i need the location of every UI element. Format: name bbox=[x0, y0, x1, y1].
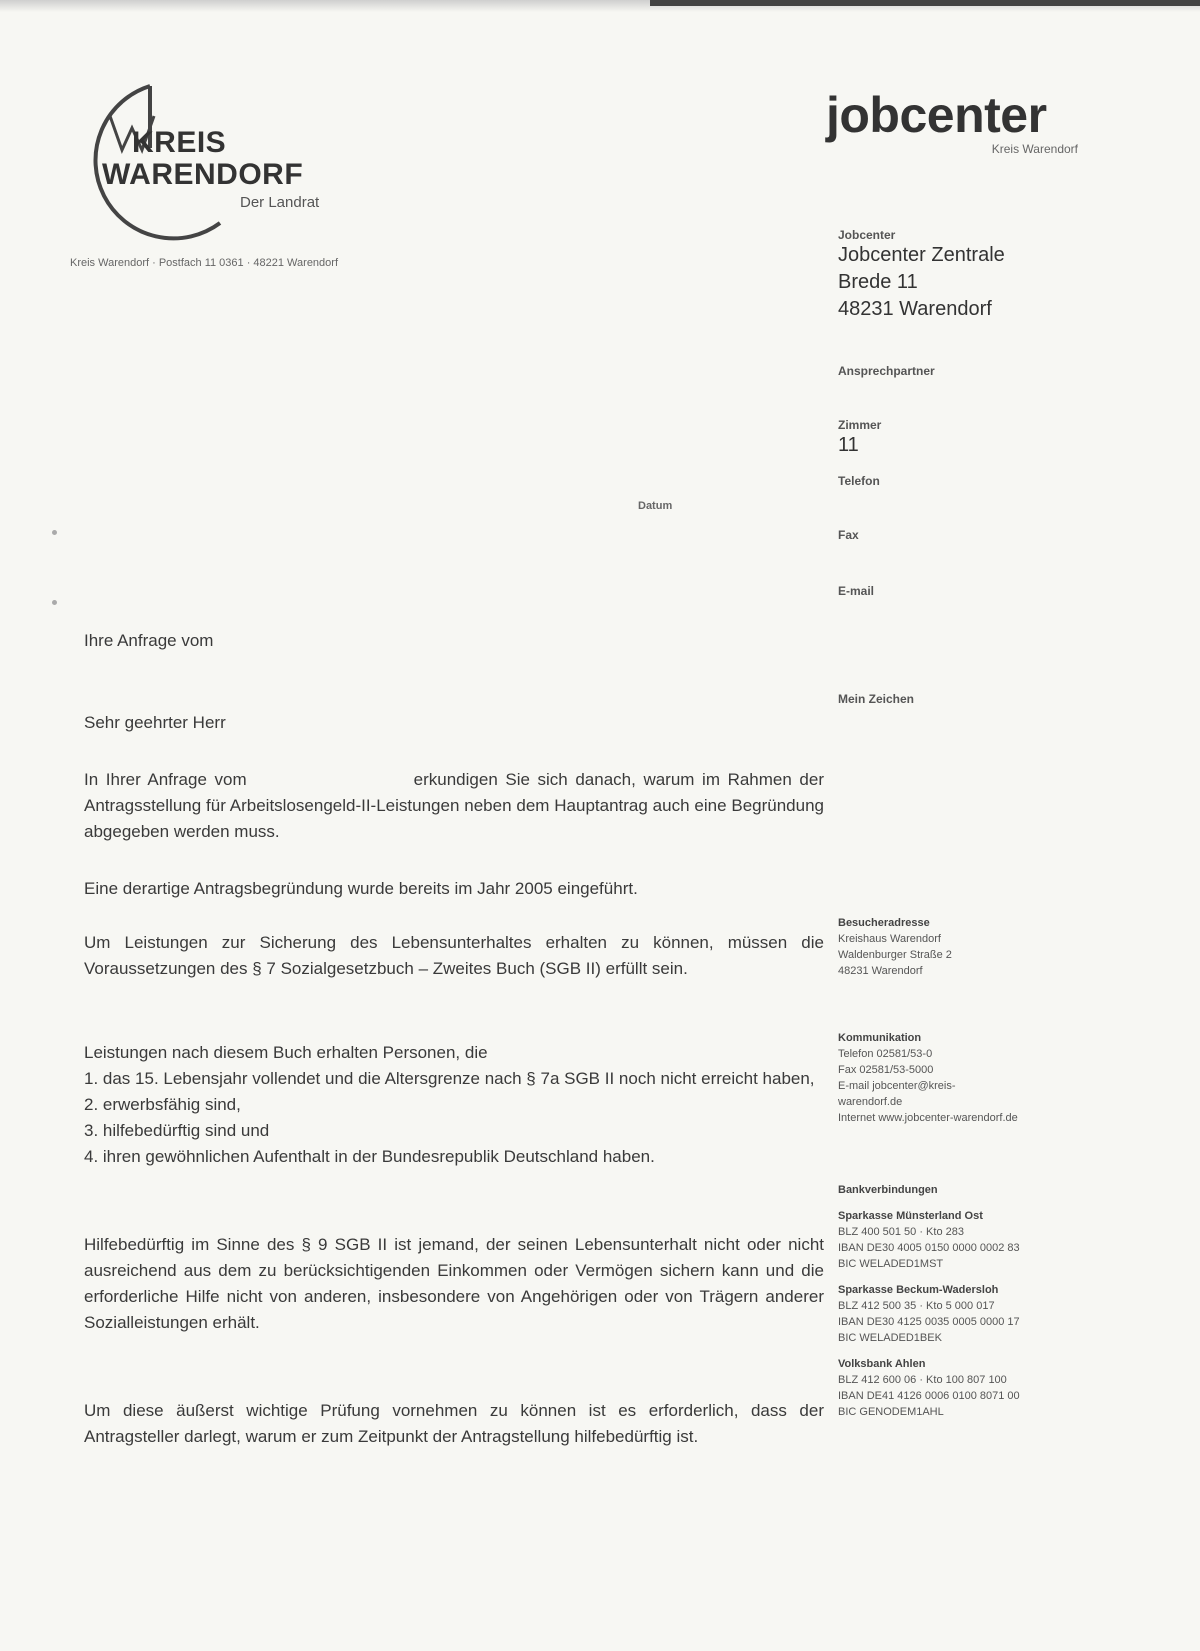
paragraph-3: Um Leistungen zur Sicherung des Lebensunterhaltes erhalten zu können, müssen die Voraussetzungen des § 7 Sozialgesetzbuch – Zweites Buch (SGB II) erfüllt sein. bbox=[84, 933, 824, 978]
paragraph-5: Hilfebedürftig im Sinne des § 9 SGB II ist jemand, der seinen Lebensunterhalt nicht oder nicht ausreichend aus dem zu berücksichtigenden Einkommen oder Vermögen sichern kann und die erforderliche Hilfe nicht von anderen, insbesondere von Angehörigen oder von Trägern anderer Sozialleistungen erhält. bbox=[84, 1235, 824, 1332]
visitor-line: Kreishaus Warendorf bbox=[838, 933, 941, 945]
sender-line-3: 48231 Warendorf bbox=[838, 298, 992, 320]
requirements-list bbox=[84, 1040, 824, 1170]
list-item: 1. das 15. Lebensjahr vollendet und die Altersgrenze nach § 7a SGB II noch nicht erreicht haben, bbox=[84, 1069, 815, 1088]
paragraph-1: In Ihrer Anfrage vom erkundigen Sie sich danach, warum im Rahmen der Antragsstellung für Arbeitslosengeld-II-Leistungen neben dem Hauptantrag auch eine Begründung abgegeben werden muss. bbox=[84, 770, 829, 841]
email-label: E-mail bbox=[838, 584, 875, 598]
visitor-title: Besucheradresse bbox=[838, 917, 930, 929]
punch-mark bbox=[52, 600, 57, 605]
room-value: 11 bbox=[838, 434, 859, 456]
comm-line: Fax 02581/53-5000 bbox=[838, 1064, 934, 1076]
visitor-address bbox=[838, 915, 1088, 979]
paragraph-6: Um diese äußerst wichtige Prüfung vornehmen zu können ist es erforderlich, dass der Antragsteller darlegt, warum er zum Zeitpunkt der Antragstellung hilfebedürftig ist. bbox=[84, 1401, 824, 1446]
bank-entry bbox=[838, 1208, 1088, 1272]
sender-label: Jobcenter bbox=[838, 228, 896, 242]
bank-line: BIC GENODEM1AHL bbox=[838, 1406, 944, 1418]
punch-mark bbox=[52, 530, 57, 535]
comm-line: E-mail jobcenter@kreis- bbox=[838, 1080, 956, 1092]
logo-line3: Der Landrat bbox=[240, 194, 320, 211]
paragraph-2: Eine derartige Antragsbegründung wurde bereits im Jahr 2005 eingeführt. bbox=[84, 879, 638, 898]
jobcenter-sub: Kreis Warendorf bbox=[991, 142, 1078, 156]
contact-label bbox=[838, 364, 1088, 378]
room-label: Zimmer bbox=[838, 418, 882, 432]
sender-line-1: Jobcenter Zentrale bbox=[838, 244, 1005, 266]
bank-entry bbox=[838, 1282, 1088, 1346]
room-block bbox=[838, 418, 1088, 459]
sender-block bbox=[838, 228, 1088, 323]
bank-line: IBAN DE30 4005 0150 0000 0002 83 bbox=[838, 1242, 1020, 1254]
list-item: 4. ihren gewöhnlichen Aufenthalt in der Bundesrepublik Deutschland haben. bbox=[84, 1147, 655, 1166]
logo-line1: KREIS bbox=[132, 126, 227, 159]
scan-edge bbox=[650, 0, 1200, 6]
bank-name: Sparkasse Münsterland Ost bbox=[838, 1210, 983, 1222]
jobcenter-name: jobcenter bbox=[826, 87, 1047, 143]
bank-entry bbox=[838, 1356, 1088, 1420]
visitor-line: Waldenburger Straße 2 bbox=[838, 949, 952, 961]
kreis-warendorf-logo bbox=[70, 78, 370, 248]
list-intro: Leistungen nach diesem Buch erhalten Personen, die bbox=[84, 1043, 488, 1062]
bank-line: BLZ 412 600 06 · Kto 100 807 100 bbox=[838, 1374, 1007, 1386]
visitor-line: 48231 Warendorf bbox=[838, 965, 923, 977]
date-label: Datum bbox=[638, 500, 673, 512]
communication bbox=[838, 1030, 1088, 1126]
sender-line-2: Brede 11 bbox=[838, 271, 918, 293]
phone-label: Telefon bbox=[838, 474, 880, 488]
bank-line: BIC WELADED1BEK bbox=[838, 1332, 942, 1344]
subject-line: Ihre Anfrage vom bbox=[84, 631, 214, 650]
salutation: Sehr geehrter Herr bbox=[84, 713, 226, 732]
jobcenter-logo bbox=[826, 87, 1086, 156]
list-item: 3. hilfebedürftig sind und bbox=[84, 1121, 270, 1140]
bank-line: BIC WELADED1MST bbox=[838, 1258, 944, 1270]
reference-label: Mein Zeichen bbox=[838, 692, 915, 706]
bank-line: BLZ 412 500 35 · Kto 5 000 017 bbox=[838, 1300, 995, 1312]
fax-block bbox=[838, 528, 1088, 542]
comm-line: Internet www.jobcenter-warendorf.de bbox=[838, 1112, 1018, 1124]
bank-name: Sparkasse Beckum-Wadersloh bbox=[838, 1284, 999, 1296]
bank-title: Bankverbindungen bbox=[838, 1184, 938, 1196]
email-block bbox=[838, 584, 1088, 598]
list-item: 2. erwerbsfähig sind, bbox=[84, 1095, 241, 1114]
phone-block bbox=[838, 474, 1088, 488]
return-address: Kreis Warendorf · Postfach 11 0361 · 48221 Warendorf bbox=[70, 257, 339, 269]
logo-line2: WARENDORF bbox=[102, 158, 304, 191]
comm-title: Kommunikation bbox=[838, 1032, 922, 1044]
fax-label: Fax bbox=[838, 528, 859, 542]
comm-line: warendorf.de bbox=[838, 1096, 903, 1108]
bank-name: Volksbank Ahlen bbox=[838, 1358, 926, 1370]
reference-block bbox=[838, 692, 1088, 706]
bank-line: IBAN DE30 4125 0035 0005 0000 17 bbox=[838, 1316, 1020, 1328]
comm-line: Telefon 02581/53-0 bbox=[838, 1048, 933, 1060]
bank-line: BLZ 400 501 50 · Kto 283 bbox=[838, 1226, 964, 1238]
bank-line: IBAN DE41 4126 0006 0100 8071 00 bbox=[838, 1390, 1020, 1402]
bank-details bbox=[838, 1182, 1088, 1420]
contact-label-text: Ansprechpartner bbox=[838, 364, 935, 378]
